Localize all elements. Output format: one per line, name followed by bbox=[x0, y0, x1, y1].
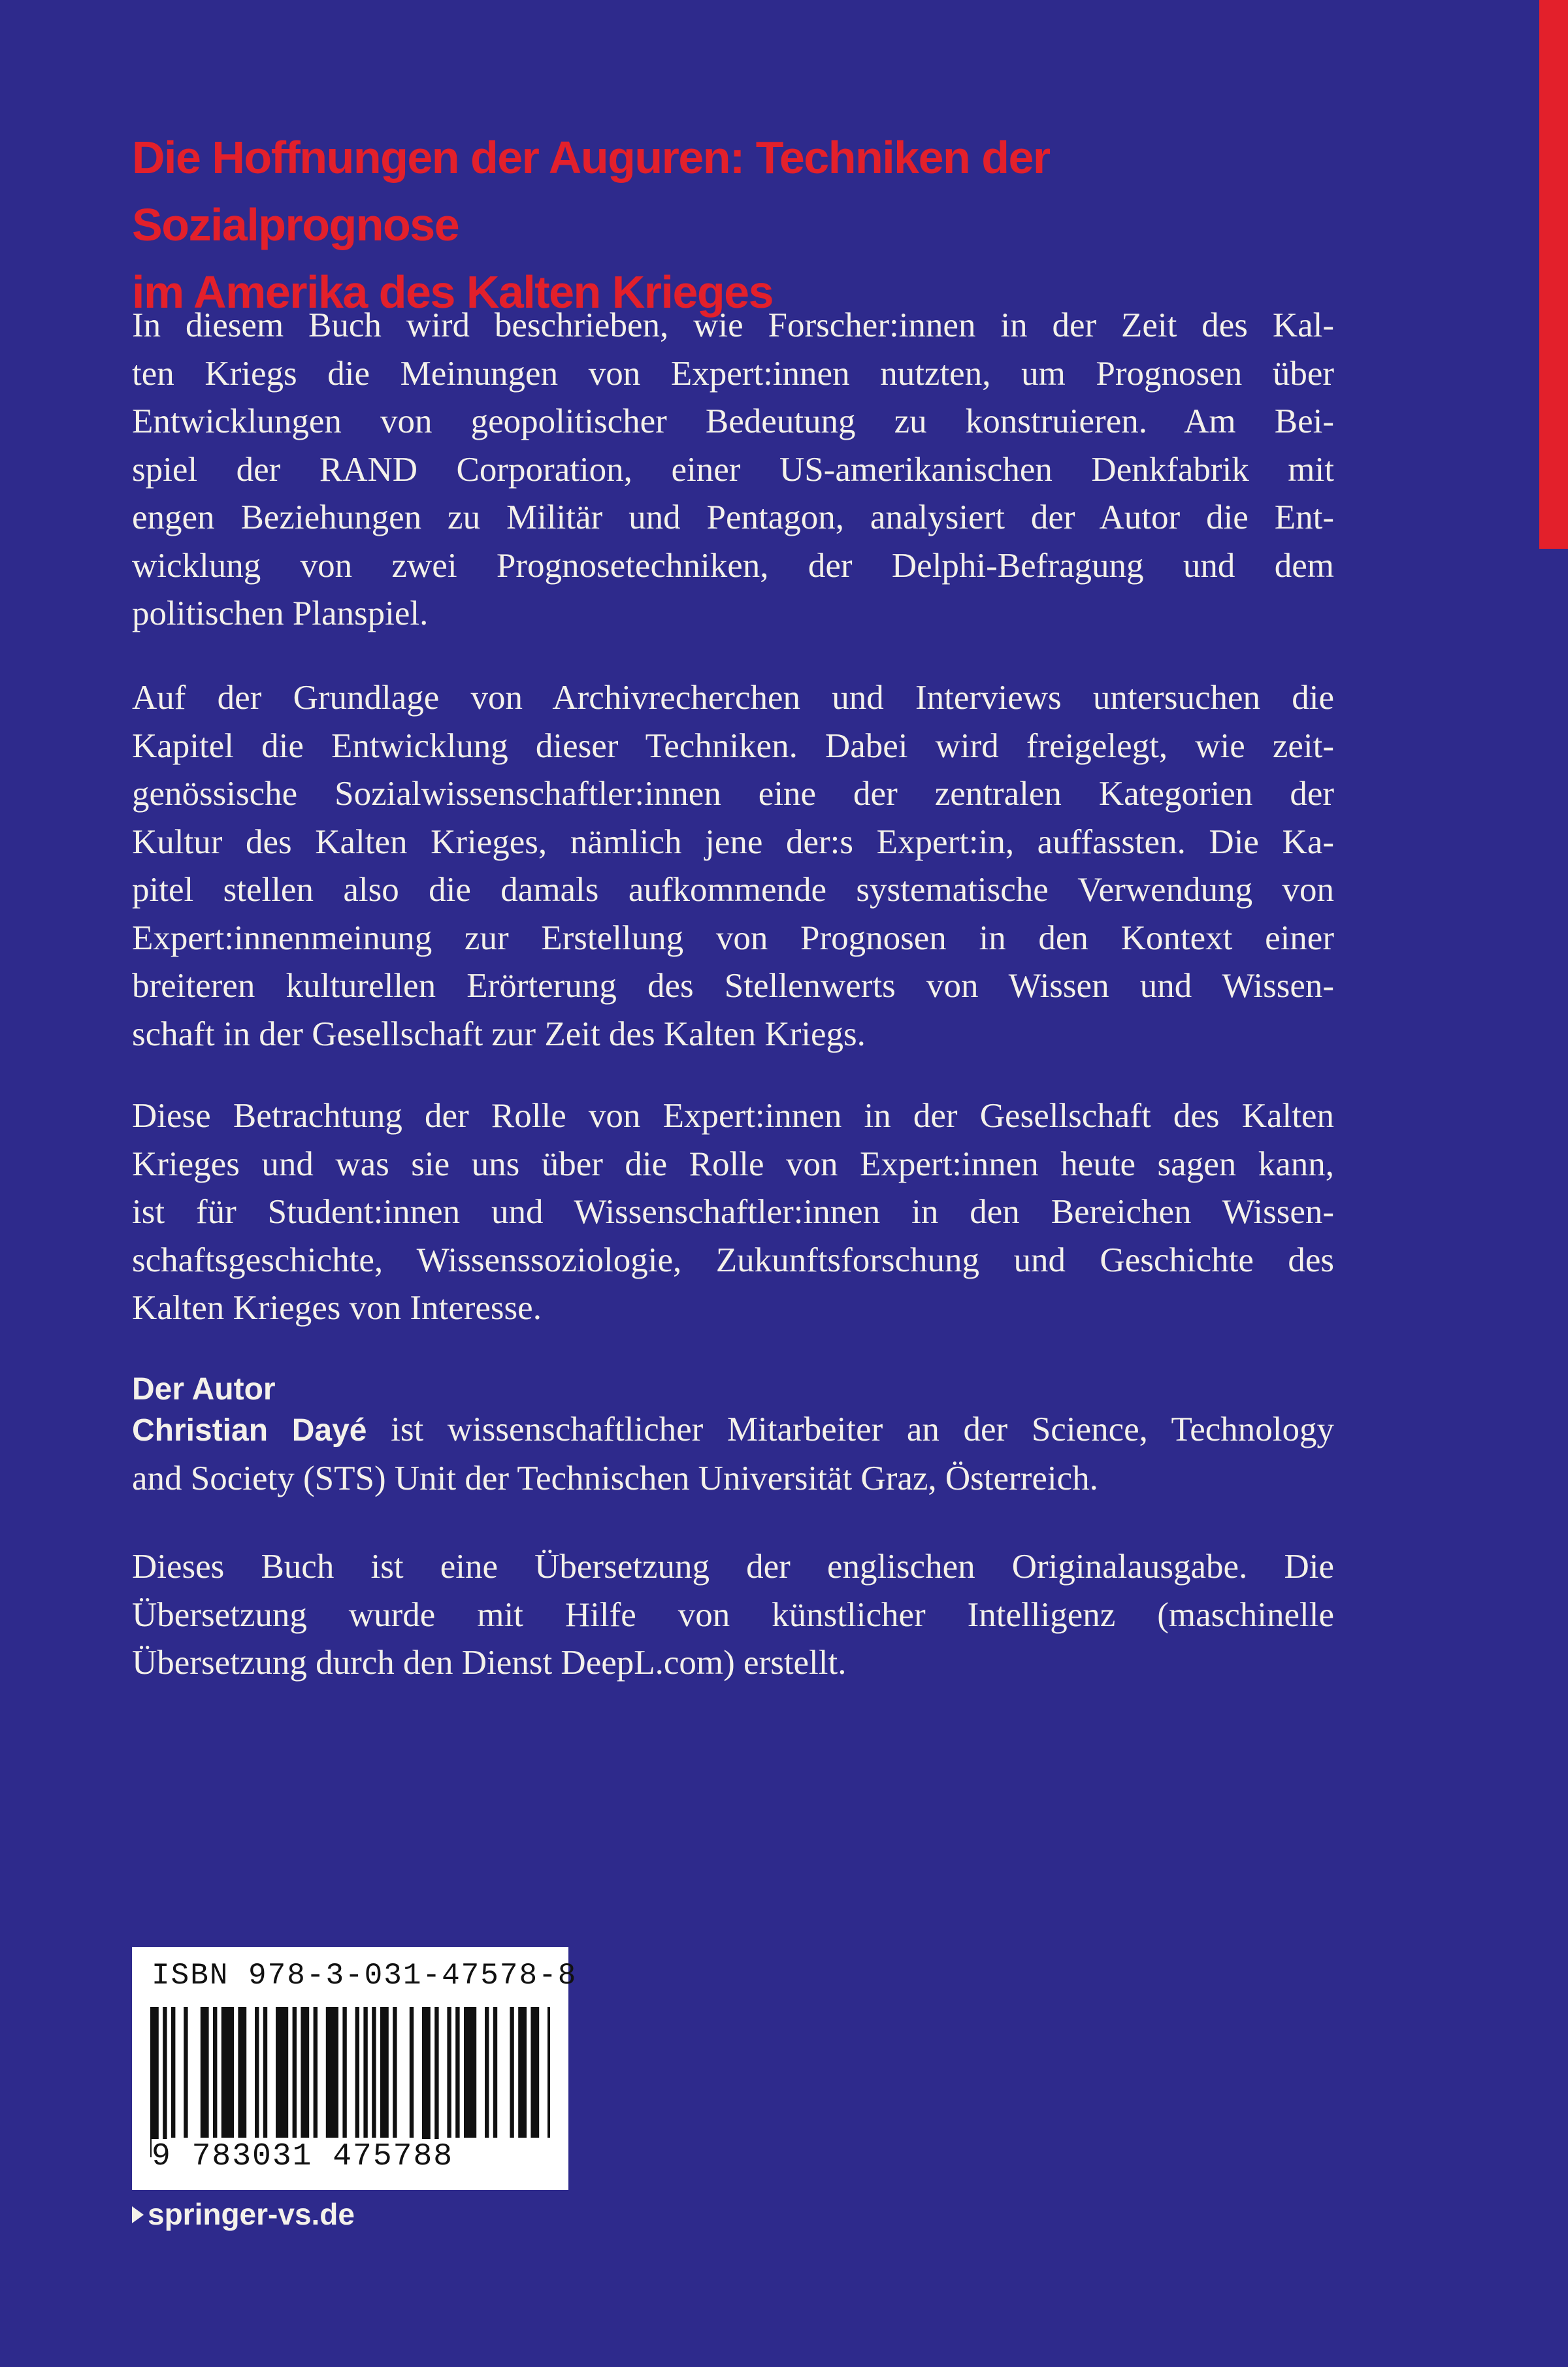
barcode-bar bbox=[363, 2007, 367, 2138]
text-line: Kalten Krieges von Interesse. bbox=[132, 1289, 542, 1327]
barcode-bar bbox=[493, 2007, 497, 2138]
barcode-bar bbox=[163, 2007, 167, 2157]
barcode-bar bbox=[238, 2007, 246, 2138]
barcode-bar bbox=[201, 2007, 209, 2138]
title-line-2: im Amerika des Kalten Krieges bbox=[132, 267, 774, 318]
description-paragraph-2 bbox=[132, 674, 1334, 1058]
isbn-digits: 9 783031 475788 bbox=[152, 2139, 454, 2174]
barcode-bar bbox=[342, 2007, 346, 2138]
text-line: Übersetzung wurde mit Hilfe von künstlicher Intelligenz (maschinelle bbox=[132, 1595, 1334, 1634]
barcode-bar bbox=[213, 2007, 217, 2138]
barcode-bar bbox=[485, 2007, 489, 2138]
barcode-bar bbox=[263, 2007, 267, 2138]
barcode-bar bbox=[410, 2007, 414, 2138]
red-stripe bbox=[1539, 0, 1568, 549]
text-line: engen Beziehungen zu Militär und Pentagon, analysiert der Autor die Ent- bbox=[132, 498, 1334, 536]
barcode-bar bbox=[326, 2007, 338, 2138]
text-line: Entwicklungen von geopolitischer Bedeutung zu konstruieren. Am Bei- bbox=[132, 402, 1334, 440]
author-name: Christian Dayé bbox=[132, 1413, 367, 1448]
barcode-bar bbox=[184, 2007, 188, 2138]
barcode-bar bbox=[314, 2007, 318, 2138]
barcode-bar bbox=[518, 2007, 527, 2138]
text-line: schaftsgeschichte, Wissenssoziologie, Zukunftsforschung und Geschichte des bbox=[132, 1241, 1334, 1279]
text-line: Übersetzung durch den Dienst DeepL.com) erstellt. bbox=[132, 1644, 847, 1682]
isbn-label: ISBN 978-3-031-47578-8 bbox=[152, 1959, 578, 1993]
description-paragraph-1 bbox=[132, 302, 1334, 638]
text-line: genössische Sozialwissenschaftler:innen eine der zentralen Kategorien der bbox=[132, 775, 1334, 813]
author-heading: Der Autor bbox=[132, 1372, 276, 1407]
barcode-bar bbox=[293, 2007, 297, 2138]
translation-note bbox=[132, 1543, 1334, 1688]
barcode-bar bbox=[422, 2007, 431, 2157]
barcode-bar bbox=[301, 2007, 309, 2138]
barcode-bar bbox=[393, 2007, 397, 2138]
text-line: Dieses Buch ist eine Übersetzung der englischen Originalausgabe. Die bbox=[132, 1548, 1334, 1586]
text-line: Expert:innenmeinung zur Erstellung von Prognosen in den Kontext einer bbox=[132, 919, 1334, 957]
book-title bbox=[132, 124, 1373, 326]
title-line-1: Die Hoffnungen der Auguren: Techniken der Sozialprognose bbox=[132, 132, 1050, 250]
author-bio-text: ist wissenschaftlicher Mitarbeiter an der Science, Technology bbox=[367, 1411, 1334, 1448]
barcode-bar bbox=[510, 2007, 514, 2138]
description-paragraph-3 bbox=[132, 1092, 1334, 1333]
barcode-bar bbox=[171, 2007, 175, 2138]
text-line: pitel stellen also die damals aufkommende systematische Verwendung von bbox=[132, 871, 1334, 909]
barcode-bar bbox=[380, 2007, 389, 2138]
barcode-bar bbox=[464, 2007, 476, 2138]
text-line: Kapitel die Entwicklung dieser Techniken. Dabei wird freigelegt, wie zeit- bbox=[132, 726, 1334, 765]
text-line: ten Kriegs die Meinungen von Expert:innen nutzten, um Prognosen über bbox=[132, 354, 1334, 393]
barcode-bar bbox=[547, 2007, 550, 2138]
text-line: Krieges und was sie uns über die Rolle von Expert:innen heute sagen kann, bbox=[132, 1145, 1334, 1183]
text-line: Diese Betrachtung der Rolle von Expert:innen in der Gesellschaft des Kalten bbox=[132, 1097, 1334, 1135]
text-line: breiteren kulturellen Erörterung des Stellenwerts von Wissen und Wissen- bbox=[132, 967, 1334, 1005]
barcode-bars bbox=[150, 2007, 550, 2157]
author-bio-line-1 bbox=[132, 1406, 1334, 1455]
text-line: spiel der RAND Corporation, einer US-amerikanischen Denkfabrik mit bbox=[132, 450, 1334, 489]
triangle-arrow-icon bbox=[132, 2206, 144, 2223]
barcode-bar bbox=[531, 2007, 539, 2138]
isbn-barcode bbox=[132, 1947, 578, 2190]
text-line: In diesem Buch wird beschrieben, wie Forscher:innen in der Zeit des Kal- bbox=[132, 306, 1334, 344]
publisher-link[interactable] bbox=[132, 2196, 355, 2232]
barcode-bar bbox=[150, 2007, 159, 2157]
barcode-bar bbox=[276, 2007, 288, 2138]
barcode-bar bbox=[372, 2007, 376, 2138]
publisher-url: springer-vs.de bbox=[148, 2197, 355, 2231]
barcode-bar bbox=[221, 2007, 234, 2138]
barcode-bar bbox=[447, 2007, 451, 2138]
barcode-bar bbox=[255, 2007, 259, 2138]
text-line: schaft in der Gesellschaft zur Zeit des Kalten Kriegs. bbox=[132, 1015, 866, 1053]
text-line: ist für Student:innen und Wissenschaftler:innen in den Bereichen Wissen- bbox=[132, 1193, 1334, 1231]
text-line: wicklung von zwei Prognosetechniken, der Delphi-Befragung und dem bbox=[132, 546, 1334, 585]
barcode-bar bbox=[434, 2007, 438, 2157]
text-line: Kultur des Kalten Krieges, nämlich jene der:s Expert:in, auffassten. Die Ka- bbox=[132, 823, 1334, 861]
text-line: Auf der Grundlage von Archivrecherchen und Interviews untersuchen die bbox=[132, 679, 1334, 717]
barcode-bar bbox=[355, 2007, 359, 2138]
author-bio-line-2: and Society (STS) Unit der Technischen Universität Graz, Österreich. bbox=[132, 1459, 1098, 1497]
text-line: politischen Planspiel. bbox=[132, 595, 429, 632]
author-bio bbox=[132, 1406, 1334, 1503]
barcode-bar bbox=[455, 2007, 459, 2138]
